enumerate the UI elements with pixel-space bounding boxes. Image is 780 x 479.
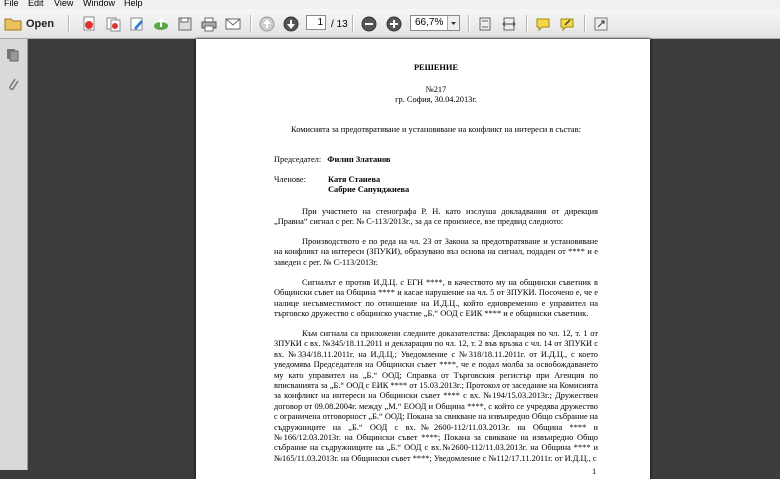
doc-chair bbox=[274, 155, 598, 165]
cloud-upload-icon bbox=[153, 16, 169, 32]
member-2: Сабрие Сапунджиева bbox=[328, 185, 410, 194]
document-viewport[interactable] bbox=[28, 39, 780, 476]
plus-circle-icon bbox=[386, 16, 402, 32]
create-pdf-button[interactable] bbox=[80, 14, 98, 33]
chevron-down-icon[interactable] bbox=[447, 16, 459, 30]
next-page-button[interactable] bbox=[282, 14, 300, 33]
zoom-select[interactable] bbox=[410, 15, 460, 31]
pdf-page bbox=[196, 39, 650, 479]
save-icon bbox=[177, 16, 193, 32]
attachment-paperclip-icon[interactable] bbox=[6, 77, 20, 97]
combine-button[interactable] bbox=[104, 14, 122, 33]
comment-icon bbox=[535, 16, 551, 32]
doc-paragraph-1: При участието на стенографа Р. Н. като изслуша докладвания от дирекция „Правна“ сигнал с рег. № С-113/2013г., за да се произнесе, взе предвид следното: bbox=[274, 207, 598, 227]
expand-button[interactable] bbox=[592, 14, 610, 33]
member-1: Катя Станева bbox=[328, 175, 381, 184]
doc-place-date: гр. София, 30.04.2013г. bbox=[395, 95, 477, 104]
navigation-panel bbox=[0, 39, 28, 470]
zoom-in-button[interactable] bbox=[385, 14, 403, 33]
upload-button[interactable] bbox=[152, 14, 170, 33]
folder-icon bbox=[4, 16, 22, 31]
fit-width-icon bbox=[501, 16, 517, 32]
sign-button[interactable] bbox=[558, 14, 576, 33]
create-pdf-icon bbox=[81, 16, 97, 32]
menu-edit[interactable]: Edit bbox=[28, 0, 44, 8]
doc-paragraph-3: Сигналът е против И.Д.Ц. с ЕГН ****, в качеството му на общински съветник в Общински съвет на Община **** и касае нарушение на чл. 5 от ЗПУКИ. Посочено е, че е налице несъвместимост по отношение на И.Д.Ц., който едновременно е управител на търговско дружество с общинско участие „Б.“ ООД с ЕИК **** и е общински съветник. bbox=[274, 278, 598, 319]
save-button[interactable] bbox=[176, 14, 194, 33]
zoom-value: 66,7% bbox=[415, 17, 444, 28]
fit-width-button[interactable] bbox=[500, 14, 518, 33]
fit-page-button[interactable] bbox=[476, 14, 494, 33]
open-button[interactable] bbox=[4, 14, 60, 33]
members-label: Членове: bbox=[274, 175, 306, 184]
envelope-icon bbox=[225, 16, 241, 32]
edit-button[interactable] bbox=[128, 14, 146, 33]
doc-paragraph-2: Производството е по реда на чл. 23 от Закона за предотвратяване и установяване на конфликт на интереси (ЗПУКИ), образувано въз основа на сигнал, подаден от **** и е заведен с рег. № С-113/2013г. bbox=[274, 237, 598, 267]
doc-commission: Комисията за предотвратяване и установяване на конфликт на интереси в състав: bbox=[291, 125, 581, 134]
pages-panel-icon[interactable] bbox=[6, 47, 20, 66]
arrow-down-icon bbox=[283, 16, 299, 32]
doc-paragraph-4: Към сигнала са приложени следните доказателства: Декларация по чл. 12, т. 1 от ЗПУКИ с вх. №345/18.11.2011 и декларация по чл. 12, т. 2 във връзка с чл. 14 от ЗПУКИ с вх. №334/18.11.2011г. на И.Д.Ц.; Уведомление с №318/18.11.2011г. от И.Д.Ц., с което уведомява Председателя на Общински съвет ****, че е подал молба за освобождаването му като управител на „Б.“ ООД; Справка от Търговския регистър при Агенция по вписванията за „Б.“ ООД с ЕИК **** от 15.03.2013г.; Протокол от заседание на Комисията за конфликт на интереси на Общински съвет **** с вх. №194/15.03.2013г.; Дружествен договор от 09.08.2004г. между „М.“ ЕООД и Община ****, с който се учредява дружество с ограничена отговорност „Б.“ ООД; Покана за свикване на извънредно Общо събрание на съдружниците на „Б.“ ООД с вх.№2600-112/11.03.2013г. на Община **** и №166/12.03.2013г. на Общински съвет ****; Покана за свикване на извънредно Общо събрание на съдружниците на „Б.“ ООД с вх.№2600-112/11.03.2013г. на Община **** и №165/11.03.2013г. на Общински съвет ****; Уведомление с №112/17.11.2011г. от И.Д.Ц., с bbox=[274, 329, 598, 463]
menu-help[interactable]: Help bbox=[124, 0, 143, 8]
open-label: Open bbox=[26, 17, 55, 30]
page-number: 1 bbox=[592, 467, 597, 476]
menu-window[interactable]: Window bbox=[83, 0, 116, 8]
arrow-up-icon bbox=[259, 16, 275, 32]
combine-icon bbox=[105, 16, 121, 32]
printer-icon bbox=[201, 16, 217, 32]
previous-page-button[interactable] bbox=[258, 14, 276, 33]
toolbar bbox=[0, 9, 780, 39]
minus-circle-icon bbox=[361, 16, 377, 32]
chair-label: Председател: bbox=[274, 155, 322, 164]
menu-file[interactable]: File bbox=[4, 0, 19, 8]
page-number-input[interactable]: 1 bbox=[306, 15, 326, 30]
zoom-out-button[interactable] bbox=[360, 14, 378, 33]
chair-name: Филип Златанов bbox=[327, 155, 391, 164]
doc-members bbox=[274, 175, 598, 185]
page-total-label: / 13 bbox=[331, 19, 348, 30]
edit-icon bbox=[129, 16, 145, 32]
print-button[interactable] bbox=[200, 14, 218, 33]
doc-title: РЕШЕНИЕ bbox=[413, 63, 459, 72]
expand-icon bbox=[593, 16, 609, 32]
sign-pen-icon bbox=[559, 16, 575, 32]
menu-bar bbox=[0, 0, 780, 9]
comment-button[interactable] bbox=[534, 14, 552, 33]
menu-view[interactable]: View bbox=[54, 0, 74, 8]
doc-number: №217 bbox=[425, 85, 447, 94]
fit-page-icon bbox=[477, 16, 493, 32]
email-button[interactable] bbox=[224, 14, 242, 33]
